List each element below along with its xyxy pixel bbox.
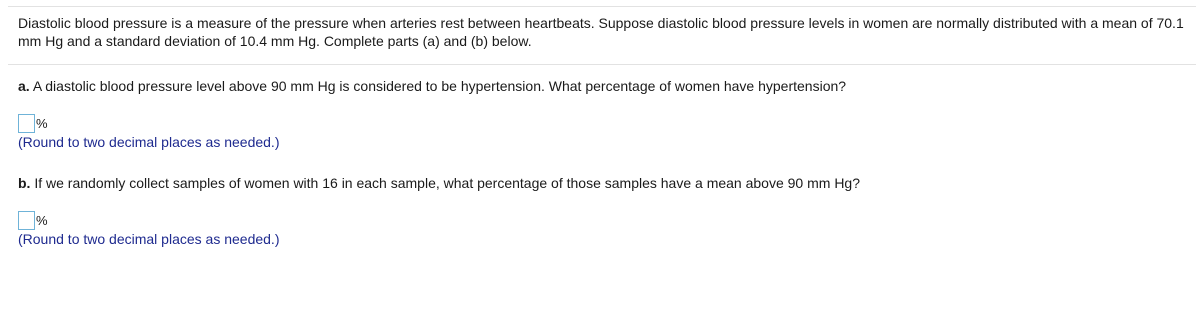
part-a-rounding-hint: (Round to two decimal places as needed.) <box>18 134 280 150</box>
top-divider <box>8 6 1196 7</box>
part-a-percent-unit: % <box>36 115 48 131</box>
part-a-label: a. <box>18 78 30 94</box>
part-b-label: b. <box>18 175 31 191</box>
part-b-rounding-hint: (Round to two decimal places as needed.) <box>18 231 280 247</box>
part-b-answer-row <box>18 209 1194 231</box>
part-a-answer-input[interactable] <box>18 114 35 133</box>
section-divider <box>8 64 1196 65</box>
part-a-question <box>18 77 1194 95</box>
part-b-question-text: If we randomly collect samples of women with 16 in each sample, what percentage of those samples have a mean above 90 mm Hg? <box>34 175 860 191</box>
part-b-percent-unit: % <box>36 212 48 228</box>
part-a-answer-row <box>18 112 1194 134</box>
part-a-question-text: A diastolic blood pressure level above 90 mm Hg is considered to be hypertension. What percentage of women have hypertension? <box>32 78 847 94</box>
part-b-question <box>18 174 1194 192</box>
part-b <box>18 174 1194 248</box>
problem-intro: Diastolic blood pressure is a measure of the pressure when arteries rest between heartbeats. Suppose diastolic blood pressure levels in women are normally distributed with a mean of 70.1 mm Hg and a standard deviation of 10.4 mm Hg. Complete parts (a) and (b) below. <box>18 15 1184 49</box>
part-b-answer-input[interactable] <box>18 211 35 230</box>
part-a <box>18 77 1194 151</box>
